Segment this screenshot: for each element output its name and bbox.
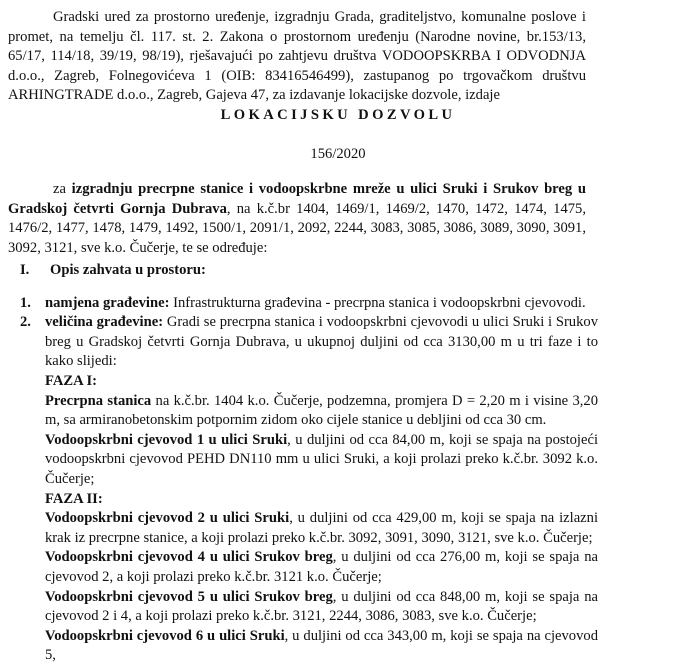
entry-title: Vodoopskrbni cjevovod 1 u ulici Sruki xyxy=(45,431,288,448)
purpose-parcels: , na k.č.br 1404, 1469/1, 1469/2, 1470, 1472, 1474, 1475, 1476/2, 1477, 1478, 1479, 1492, 1500/1, 2091/1, 2092, 2244, 3083, 3085, 3086, 3089, 3090, 3091, 3092, 3121, sve k.o. Čučerje, te se određuje: xyxy=(8,200,586,256)
purpose-subject: izgradnju precrpne stanice i vodoopskrbne mreže u ulici Sruki i Srukov breg u Gradskoj četvrti Gornja Dubrava xyxy=(8,181,586,217)
document-title: LOKACIJSKU DOZVOLU xyxy=(220,107,456,123)
phase-title: FAZA I: xyxy=(45,373,98,389)
intro-paragraph xyxy=(8,8,586,106)
list-item-text: Infrastrukturna građevina - precrpna stanica i vodoopskrbni cjevovodi. xyxy=(169,295,586,311)
phase-entry xyxy=(45,548,598,587)
phase-entry xyxy=(45,509,598,548)
document-number: 156/2020 xyxy=(310,146,366,162)
entry-text: na k.č.br. 1404 k.o. Čučerje, podzemna, promjera D = 2,20 m i visine 3,20 m, sa armiranobetonskim potpornim zidom oko cijele stanice u debljini od cca 30 cm. xyxy=(45,392,599,429)
entry-title: Vodoopskrbni cjevovod 4 u ulici Srukov breg xyxy=(45,549,333,566)
entry-text: , u duljini od cca 343,00 m, koji se spaja na cjevovod 5, xyxy=(45,627,598,664)
list-item-size xyxy=(20,313,598,372)
list-item-number: 2. xyxy=(20,314,31,330)
phase-1 xyxy=(45,372,598,666)
list-item-label: veličina građevine: xyxy=(45,314,164,330)
list-item-purpose xyxy=(20,294,598,314)
list-item-text: Gradi se precrpna stanica i vodoopskrbni cjevovodi u ulici Sruki i Srukov breg u Gradskoj četvrti Gornja Dubrava, u ukupnoj duljini od cca 3130,00 m u tri faze i to kako slijedi: xyxy=(45,314,598,370)
section-title: Opis zahvata u prostoru: xyxy=(50,262,206,278)
entry-title: Vodoopskrbni cjevovod 5 u ulici Srukov breg xyxy=(45,588,333,605)
intro-text: Gradski ured za prostorno uređenje, izgradnju Grada, graditeljstvo, komunalne poslove i promet, na temelju čl. 117. st. 2. Zakona o prostornom uređenju (Narodne novine, br.153/13, 65/17, 114/18, 39/19, 98/19), rješavajući po zahtjevu društva VODOOPSKRBA I ODVODNJA d.o.o., Zagreb, Folnegovićeva 1 (OIB: 83416546499), zastupanog po trgovačkom društvu ARHINGTRADE d.o.o., Zagreb, Gajeva 47, za izdavanje lokacijske dozvole, izdaje xyxy=(8,9,586,104)
entry-title: Vodoopskrbni cjevovod 6 u ulici Sruki xyxy=(45,627,285,644)
list-item-number: 1. xyxy=(20,295,31,311)
section-number: I. xyxy=(20,262,30,278)
entry-text: , u duljini od cca 276,00 m, koji se spaja na cjevovod 2, a koji prolazi preko k.č.br. 3121 k.o. Čučerje; xyxy=(45,549,598,585)
entry-text: , u duljini od cca 848,00 m, koji se spaja na cjevovod 2 i 4, a koji prolazi preko k.č.br. 3121, 2244, 3086, 3083, sve k.o. Čučerje; xyxy=(45,588,598,625)
entry-text: , u duljini od cca 429,00 m, koji se spaja na izlazni krak iz precrpne stanice, a koji prolazi preko k.č.br. 3092, 3091, 3090, 3121, sve k.o. Čučerje; xyxy=(45,510,599,546)
section-heading xyxy=(20,262,206,279)
entry-title: Vodoopskrbni cjevovod 2 u ulici Sruki xyxy=(45,510,290,527)
phase-title: FAZA II: xyxy=(45,490,103,507)
phase-entry xyxy=(45,431,598,490)
phase-entry xyxy=(45,588,598,627)
entry-text: , u duljini od cca 84,00 m, koji se spaja na postojeći vodoopskrbni cjevovod PEHD DN110 mm u ulici Sruki, a koji prolazi preko k.č.br. 3092 k.o. Čučerje; xyxy=(45,431,598,487)
purpose-prefix: za xyxy=(53,181,72,197)
phase-entry xyxy=(45,392,598,431)
purpose-paragraph xyxy=(8,180,586,258)
entry-title: Precrpna stanica xyxy=(45,392,152,409)
phase-entry xyxy=(45,627,598,666)
list-item-label: namjena građevine: xyxy=(45,295,170,311)
